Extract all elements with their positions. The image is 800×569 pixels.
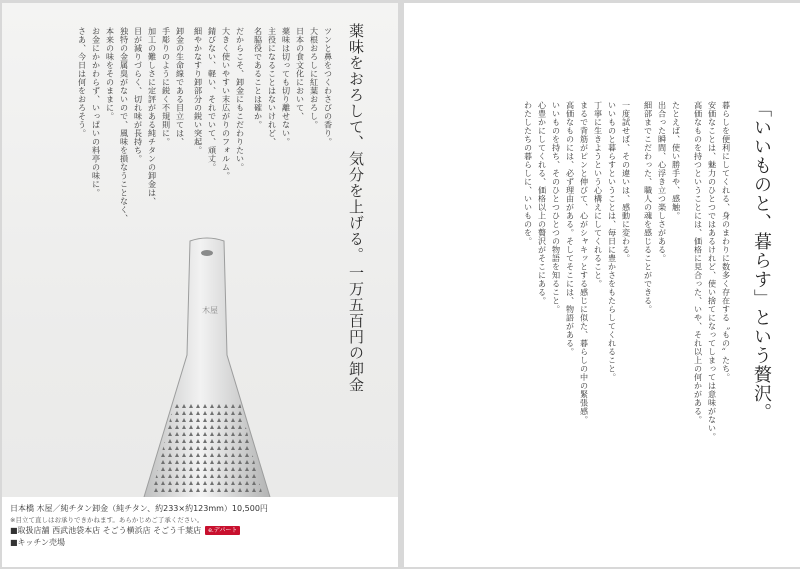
body-line: だからこそ、卸金にもこだわりたい。 bbox=[235, 27, 246, 172]
body-line: 細やかなすり卸部分の鋭い突起。 bbox=[193, 27, 204, 155]
body-line: 細部までこだわった、職人の魂を感じることができる。 bbox=[643, 101, 654, 314]
body-line: 大きく使いやすい末広がりのフォルム。 bbox=[221, 27, 232, 180]
body-line: 主役になることはないけれど、 bbox=[267, 27, 278, 146]
body-line: 日本の食文化において、 bbox=[295, 27, 306, 121]
body-line: まるで背筋がピンと伸びて、心がシャキッとする感じに似た、暮らしの中の緊張感。 bbox=[579, 101, 590, 424]
page-title: 「いいものと、暮らす」という贅沢。 bbox=[751, 99, 772, 422]
body-line: 加工の難しさに定評がある純チタンの卸金は、 bbox=[147, 27, 158, 206]
caption-note: ※目立て直しはお承りできかねます。あらかじめご了承ください。 bbox=[10, 516, 204, 524]
body-line: 薬味は切っても切り離せない。 bbox=[281, 27, 292, 146]
headline-main: 薬味をおろして、気分を上げる。 bbox=[347, 23, 365, 263]
body-line: わたしたちの暮らしに、いいものを。 bbox=[523, 101, 534, 246]
caption-stores bbox=[10, 525, 390, 537]
body-line: 心豊かにしてくれる、価格以上の贅沢がそこにある。 bbox=[537, 101, 548, 305]
body-line: さあ、今日は何をおろそう。 bbox=[77, 27, 88, 138]
body-line: 暮らしを便利にしてくれる、身のまわりに数多く存在する〝もの〟たち。 bbox=[721, 101, 732, 382]
body-line: 一度試せば、その違いは、感動に変わる。 bbox=[621, 101, 632, 263]
body-line: ツンと鼻をつくわさびの香り。 bbox=[323, 27, 334, 146]
body-line: 目が減りづらく、切れ味が長持ち。 bbox=[133, 27, 144, 163]
body-line: 名脇役であることは確か。 bbox=[253, 27, 264, 129]
body-line: 大根おろしに紅葉おろし。 bbox=[309, 27, 320, 129]
body-line: 出合った瞬間、心浮き立つ楽しさがある。 bbox=[657, 101, 668, 263]
body-line: 本来の味をそのままに。 bbox=[105, 27, 116, 121]
body-line: 安価なことは、魅力のひとつではあるけれど、使い捨てになってしまっては意味がない。 bbox=[707, 101, 718, 441]
body-line: 丁寧に生きようという心構えにしてくれること。 bbox=[593, 101, 604, 288]
caption-stores-text: ■取扱店舗 西武池袋本店 そごう横浜店 そごう千葉店 bbox=[10, 526, 202, 535]
caption-section: ■キッチン売場 bbox=[10, 538, 65, 547]
e-depart-badge[interactable]: e.デパート bbox=[205, 526, 240, 535]
grater-brand-mark: 木屋 bbox=[202, 306, 218, 315]
body-line: 独特の金属臭がないので、風味を損なうことなく、 bbox=[119, 27, 130, 223]
body-line: お金にかかわらず、いっぱいの料亭の味に。 bbox=[91, 27, 102, 197]
product-caption bbox=[2, 497, 398, 567]
body-line: いいものを持ち、そのひとつひとつの物語を知ること。 bbox=[551, 101, 562, 314]
grater-image bbox=[132, 235, 282, 505]
body-line: 錆びない、軽い、それでいて、頑丈。 bbox=[207, 27, 218, 172]
headline-price: 一万五百円の卸金 bbox=[347, 265, 365, 393]
left-page bbox=[2, 3, 398, 567]
body-line: 高価なものを持つということには、価格に見合った、いや、それ以上の何かがある。 bbox=[693, 101, 704, 424]
body-line: たとえば、使い勝手や、感触。 bbox=[671, 101, 682, 220]
right-page bbox=[404, 3, 800, 567]
caption-product: 日本橋 木屋／純チタン卸金（純チタン、約233×約123mm）10,500円 bbox=[10, 504, 268, 513]
body-line: 手彫りのように鋭く不規則に。 bbox=[161, 27, 172, 146]
body-line: いいものと暮らすということは、毎日に豊かさをもたらしてくれること。 bbox=[607, 101, 618, 382]
body-line: 高価なものには、必ず理由がある。そしてそこには、物語がある。 bbox=[565, 101, 576, 356]
body-line: 卸金の生命線である目立ては、 bbox=[175, 27, 186, 146]
